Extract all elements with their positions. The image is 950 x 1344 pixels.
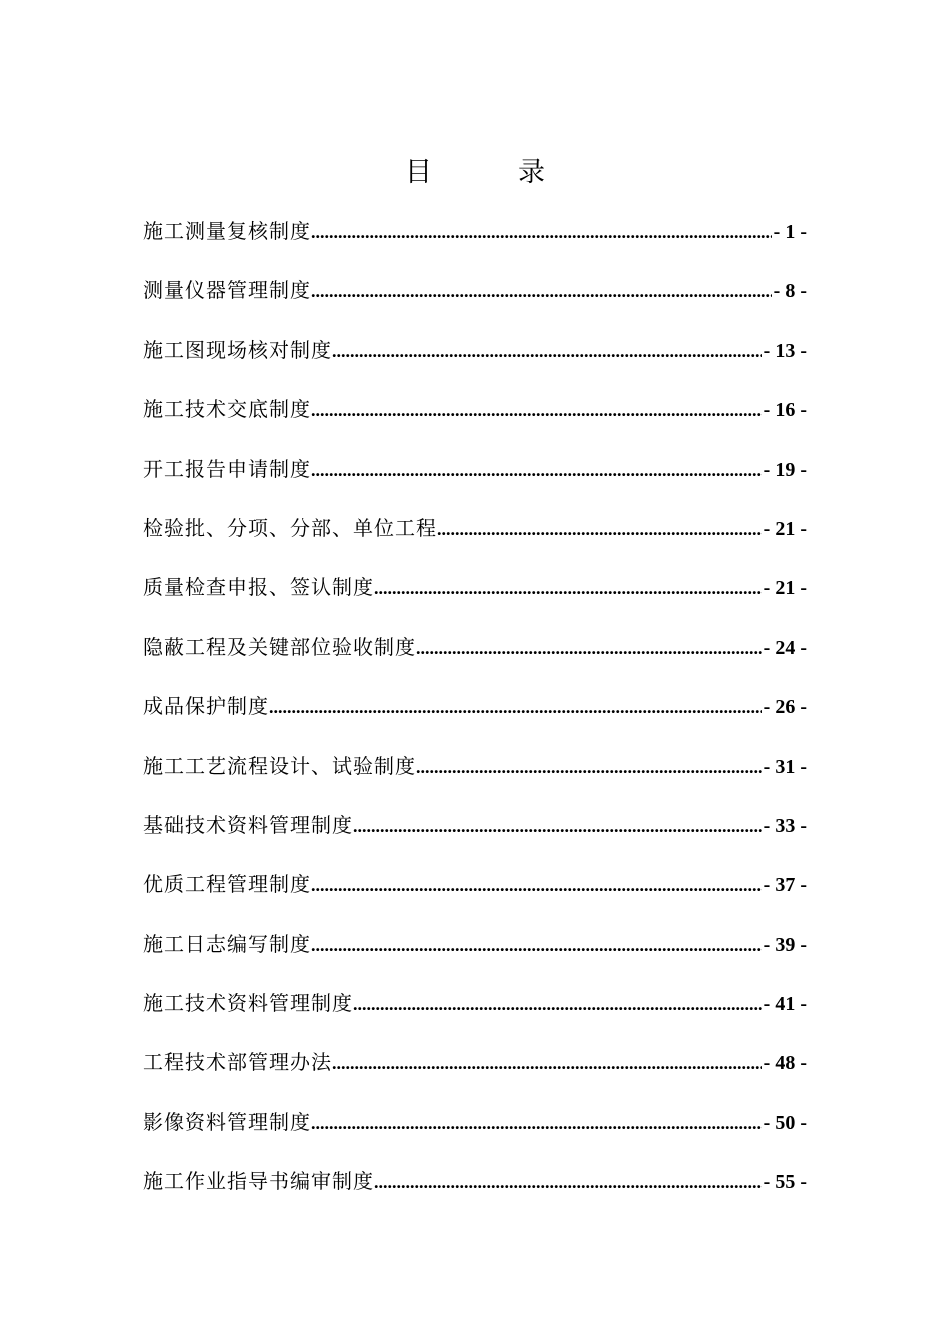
toc-entry[interactable] [143,629,807,688]
toc-entry-label: 成品保护制度 [143,694,269,719]
toc-entry-page: - 41 - [763,993,807,1016]
toc-entry-label: 施工测量复核制度 [143,219,311,243]
toc-leader-dots [374,1164,762,1200]
toc-entry-label: 基础技术资料管理制度 [143,812,353,837]
toc-entry-page: - 50 - [763,1111,807,1134]
toc-leader-dots [311,927,762,963]
toc-leader-dots [311,392,762,428]
toc-leader-dots [374,570,762,606]
toc-entry-page: - 24 - [763,636,807,659]
toc-entry-page: - 8 - [773,280,807,303]
toc-leader-dots [416,630,762,666]
toc-leader-dots [311,273,772,309]
toc-entry[interactable] [143,391,807,450]
toc-entry[interactable] [143,272,807,331]
toc-entry-page: - 21 - [763,517,807,540]
toc-entry[interactable] [143,748,807,807]
toc-leader-dots [416,749,762,785]
toc-entry-page: - 39 - [763,933,807,956]
toc-leader-dots [353,808,762,844]
toc-entry-label: 检验批、分项、分部、单位工程 [143,515,437,540]
toc-entry-label: 施工技术资料管理制度 [143,991,353,1016]
toc-leader-dots [332,333,762,369]
toc-entry[interactable] [143,1104,807,1163]
toc-leader-dots [311,867,762,903]
toc-entry-page: - 21 - [763,577,807,600]
toc-entry-label: 工程技术部管理办法 [143,1050,332,1075]
toc-entry-label: 隐蔽工程及关键部位验收制度 [143,634,416,659]
toc-entry-label: 影像资料管理制度 [143,1109,311,1134]
toc-leader-dots [311,214,772,250]
toc-leader-dots [311,1105,762,1141]
toc-entry-label: 优质工程管理制度 [143,872,311,897]
toc-entry-page: - 13 - [763,339,807,362]
toc-entry[interactable] [143,985,807,1044]
toc-leader-dots [332,1045,762,1081]
toc-entry[interactable] [143,688,807,747]
toc-entry-label: 测量仪器管理制度 [143,278,311,303]
toc-leader-dots [437,511,762,547]
toc-entry-page: - 33 - [763,814,807,837]
toc-entry[interactable] [143,1044,807,1103]
toc-title-char-2: 录 [518,157,545,188]
toc-entry[interactable] [143,926,807,985]
toc-entry-label: 施工作业指导书编审制度 [143,1169,374,1194]
toc-entry[interactable] [143,451,807,510]
toc-entry-page: - 16 - [763,399,807,422]
toc-entry-page: - 19 - [763,458,807,481]
toc-entry-page: - 48 - [763,1052,807,1075]
toc-title [0,153,950,193]
toc-entry-page: - 55 - [763,1171,807,1194]
toc-entry[interactable] [143,866,807,925]
toc-entry[interactable] [143,569,807,628]
toc-entry-label: 质量检查申报、签认制度 [143,575,374,600]
toc-leader-dots [353,986,762,1022]
toc-entry-page: - 37 - [763,874,807,897]
toc-list [143,213,807,1223]
toc-entry-page: - 26 - [763,696,807,719]
toc-entry[interactable] [143,213,807,272]
toc-leader-dots [311,452,762,488]
toc-title-char-1: 目 [405,157,432,188]
toc-entry[interactable] [143,1163,807,1222]
toc-entry-page: - 1 - [773,221,807,243]
toc-leader-dots [269,689,762,725]
toc-entry-label: 施工技术交底制度 [143,397,311,422]
toc-entry-label: 施工日志编写制度 [143,931,311,956]
toc-entry-label: 施工图现场核对制度 [143,337,332,362]
toc-entry[interactable] [143,807,807,866]
toc-entry[interactable] [143,510,807,569]
toc-entry-page: - 31 - [763,755,807,778]
toc-entry-label: 开工报告申请制度 [143,456,311,481]
toc-entry[interactable] [143,332,807,391]
toc-entry-label: 施工工艺流程设计、试验制度 [143,753,416,778]
